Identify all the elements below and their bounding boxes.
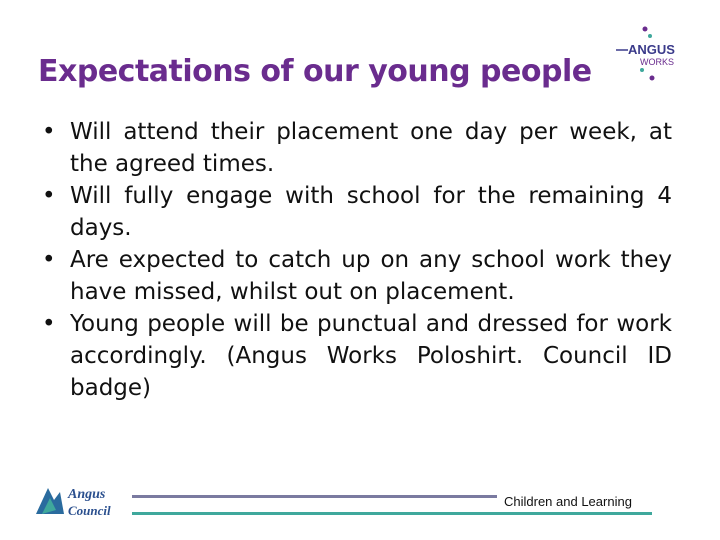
logo-dot (640, 68, 644, 72)
bullet-dot: • (42, 183, 56, 209)
bullet-dot: • (42, 311, 56, 337)
logo-text-angus: ANGUS (628, 42, 675, 57)
bullet-text: Will fully engage with school for the remaining 4 days. (70, 183, 672, 241)
bullet-item (42, 180, 672, 244)
bullet-text: Young people will be punctual and dressed for work accordingly. (Angus Works Poloshirt. Council ID badge) (70, 311, 672, 401)
bullet-text: Will attend their placement one day per week, at the agreed times. (70, 119, 672, 177)
bullet-list (42, 116, 672, 404)
angus-works-logo (612, 26, 692, 86)
bullet-dot: • (42, 119, 56, 145)
council-text-council: Council (68, 503, 111, 518)
footer-divider-teal (132, 512, 652, 515)
angus-council-logo (34, 480, 124, 520)
footer-divider (132, 495, 497, 498)
logo-dot (650, 76, 655, 81)
bullet-text: Are expected to catch up on any school work they have missed, whilst out on placement. (70, 247, 672, 305)
bullet-item (42, 116, 672, 180)
footer-label: Children and Learning (504, 494, 632, 509)
council-text-angus: Angus (68, 487, 106, 502)
slide-title: Expectations of our young people (38, 54, 592, 89)
logo-dot (643, 27, 648, 32)
bullet-item (42, 308, 672, 404)
logo-text-works: WORKS (640, 57, 675, 67)
logo-dot (648, 34, 652, 38)
bullet-dot: • (42, 247, 56, 273)
bullet-item (42, 244, 672, 308)
